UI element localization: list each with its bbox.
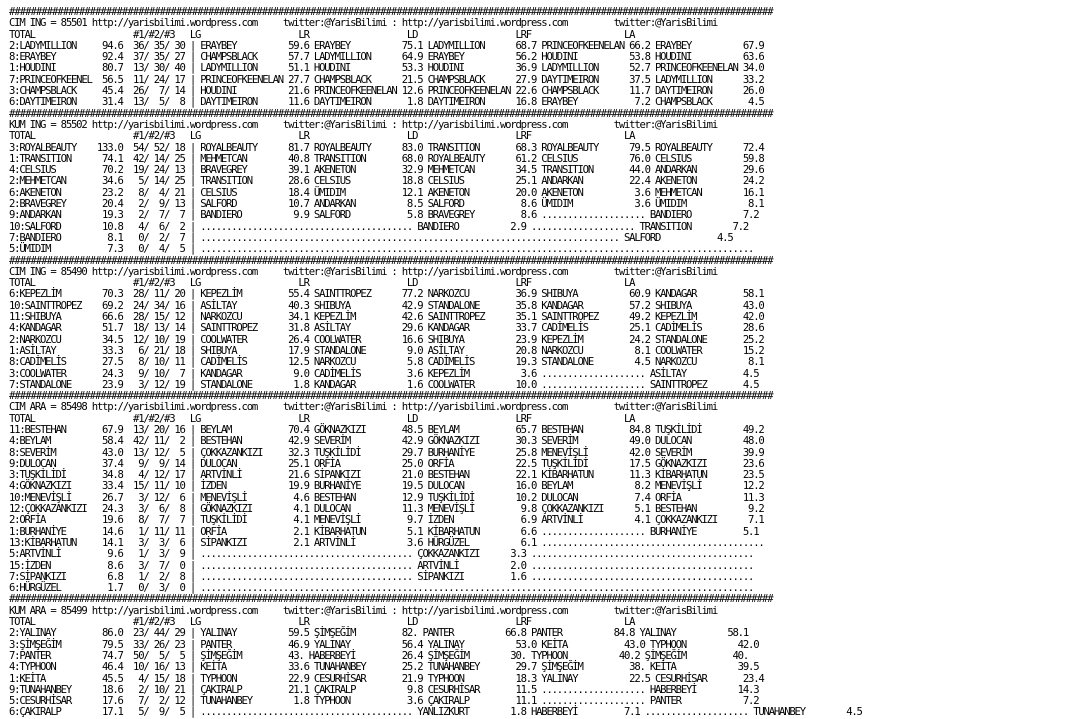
table-row: 5:ÜMIDIM 7.3 0/ 4/ 5 | ........................................................................................................... [9,243,754,256]
table-row: 6:KEPEZLİM 70.3 28/ 11/ 20 | KEPEZLİM 55.4 SAINTTROPEZ 77.2 NARKOZCU 36.9 SHIBUYA 60.9 KANDAGAR 58.1 [9,288,764,301]
table-row: 6:ÇAKIRALP 17.1 5/ 9/ 5 | ......................................... YANLIZKURT 1.8 HABERBEYİ 7.1 .................... TUNAHANBEY 4.5 [9,706,862,719]
table-row: 3:TUŞKİLİDİ 34.8 4/ 12/ 17 | ARTVİNLİ 21.6 SİPANKIZI 21.0 BESTEHAN 22.1 KİBARHATUN 11.3 KİBARHATUN 23.5 [9,469,764,482]
table-row: 11:BESTEHAN 67.9 13/ 20/ 16 | BEYLAM 70.4 GÖKNAZKIZI 48.5 BEYLAM 65.7 BESTEHAN 84.8 TUŞKİLİDİ 49.2 [9,423,764,436]
table-row: 5:CESURHİSAR 17.6 7/ 2/ 12 | TUNAHANBEY 1.8 TYPHOON 3.6 ÇAKIRALP 11.1 .................... PANTER 7.2 [9,695,759,708]
section-separator: ############################################################################################################################################## [9,390,773,403]
table-row: 4:CELSIUS 70.2 19/ 24/ 13 | BRAVEGREY 39.1 AKENETON 32.9 MEHMETCAN 34.5 TRANSITION 44.0 ANDARKAN 29.6 [9,164,764,177]
table-row: 1:KEİTA 45.5 4/ 15/ 18 | TYPHOON 22.9 CESURHİSAR 21.9 TYPHOON 18.3 YALINAY 22.5 CESURHİSAR 23.4 [9,672,764,685]
column-headers: TOTAL #1/#2/#3 LG LR LD LRF LA [9,28,635,41]
table-row: 10:SAINTTROPEZ 69.2 24/ 34/ 16 | ASİLTAY 40.3 SHIBUYA 42.9 STANDALONE 35.8 KANDAGAR 57.2 SHIBUYA 43.0 [9,299,764,312]
table-row: 3:CHAMPSBLACK 45.4 26/ 7/ 14 | HOUDINI 21.6 PRINCEOFKEENELAN 12.6 PRINCEOFKEENELAN 22.6 CHAMPSBLACK 11.7 DAYTIMEIRON 26.0 [9,85,764,98]
table-row: 13:KİBARHATUN 14.1 3/ 3/ 6 | SİPANKIZI 2.1 ARTVİNLİ 3.6 HÜRGÜZEL 6.1 ........................................... [9,536,764,549]
table-row: 1:ASİLTAY 33.3 6/ 21/ 18 | SHIBUYA 17.9 STANDALONE 9.0 ASİLTAY 20.8 NARKOZCU 8.1 COOLWATER 15.2 [9,344,764,357]
table-row: 7:SİPANKIZI 6.8 1/ 2/ 8 | ......................................... SİPANKIZI 1.6 ........................................... [9,570,754,583]
section-separator: ############################################################################################################################################## [9,6,773,18]
table-row: 3:ŞİMŞEĞİM 79.5 33/ 26/ 23 | PANTER 46.9 YALINAY 56.4 YALINAY 53.0 KEİTA 43.0 TYPHOON 42.0 [9,638,759,651]
table-row: 2:YALINAY 86.0 23/ 44/ 29 | YALINAY 59.5 ŞİMŞEĞİM 82. PANTER 66.8 PANTER 84.8 YALINAY 58.1 [9,627,749,640]
table-row: 1:TRANSITION 74.1 42/ 14/ 25 | MEHMETCAN 40.8 TRANSITION 68.0 ROYALBEAUTY 61.2 CELSIUS 76.0 CELSIUS 59.8 [9,152,764,165]
table-row: 7:PANTER 74.7 50/ 5/ 5 | ŞİMŞEĞİM 43. HABERBEYİ 26.4 ŞİMŞEĞİM 30. TYPHOON 40.2 ŞİMŞEĞİM 40. [9,649,749,662]
table-row: 2:NARKOZCU 34.5 12/ 10/ 19 | COOLWATER 26.4 COOLWATER 16.6 SHIBUYA 23.9 KEPEZLİM 24.2 STANDALONE 25.2 [9,333,764,346]
table-row: 9:DULOCAN 37.4 9/ 9/ 14 | DULOCAN 25.1 ORFİA 25.0 ORFİA 22.5 TUŞKİLİDİ 17.5 GÖKNAZKIZI 23.6 [9,457,764,470]
table-row: 3:COOLWATER 24.3 9/ 10/ 7 | KANDAGAR 9.0 CADİMELİS 3.6 KEPEZLİM 3.6 .................... ASİLTAY 4.5 [9,367,759,380]
table-row: 2:BRAVEGREY 20.4 2/ 9/ 13 | SALFORD 10.7 ANDARKAN 8.5 SALFORD 8.6 ÜMIDIM 3.6 ÜMIDIM 8.1 [9,198,764,211]
column-headers: TOTAL #1/#2/#3 LG LR LD LRF LA [9,277,635,290]
table-row: 6:HÜRGÜZEL 1.7 0/ 3/ 0 | ........................................................................................................... [9,582,754,595]
table-row: 1:BURHANİYE 14.6 1/ 11/ 11 | ORFİA 2.1 KİBARHATUN 5.1 KİBARHATUN 6.6 .................... BURHANİYE 5.1 [9,525,759,538]
table-row: 4:GÖKNAZKIZI 33.4 15/ 11/ 10 | İZDEN 19.9 BURHANİYE 19.5 DULOCAN 16.0 BEYLAM 8.2 MENEVİŞLİ 12.2 [9,480,764,493]
table-row: 8:SEVERİM 43.0 13/ 12/ 5 | ÇOKKAZANKIZI 32.3 TUŞKİLİDİ 29.7 BURHANİYE 25.8 MENEVİŞLİ 42.0 SEVERİM 39.9 [9,446,764,459]
table-row: 2:ORFİA 19.6 8/ 7/ 7 | TUŞKİLİDİ 4.1 MENEVİŞLİ 9.7 İZDEN 6.9 ARTVİNLİ 4.1 ÇOKKAZANKIZI 7.1 [9,514,764,527]
column-headers: TOTAL #1/#2/#3 LG LR LD LRF LA [9,130,635,143]
table-row: 10:MENEVİŞLİ 26.7 3/ 12/ 6 | MENEVİŞLİ 4.6 BESTEHAN 12.9 TUŞKİLİDİ 10.2 DULOCAN 7.4 ORFİA 11.3 [9,491,764,504]
table-row: 4:TYPHOON 46.4 10/ 16/ 13 | KEİTA 33.6 TUNAHANBEY 25.2 TUNAHANBEY 29.7 ŞİMŞEĞİM 38. KEİTA 39.5 [9,661,759,674]
table-row: 7:STANDALONE 23.9 3/ 12/ 19 | STANDALONE 1.8 KANDAGAR 1.6 COOLWATER 10.0 .................... SAINTTROPEZ 4.5 [9,378,759,391]
section-header: KUM ING = 85502 http://yarisbilimi.wordpress.com twitter:@YarisBilimi : http://yarisbilimi.wordpress.com twitter:@YarisBilimi [9,118,718,131]
table-row: 2:LADYMILLION 94.6 36/ 35/ 30 | ERAYBEY 59.6 ERAYBEY 75.1 LADYMILLION 68.7 PRINCEOFKEENELAN 66.2 ERAYBEY 67.9 [9,39,764,52]
table-row: 3:ROYALBEAUTY 133.0 54/ 52/ 18 | ROYALBEAUTY 81.7 ROYALBEAUTY 83.0 TRANSITION 68.3 ROYALBEAUTY 79.5 ROYALBEAUTY 72.4 [9,141,764,154]
table-row: 9:TUNAHANBEY 18.6 2/ 10/ 21 | ÇAKIRALP 21.1 ÇAKIRALP 9.8 CESURHİSAR 11.5 .................... HABERBEYİ 14.3 [9,683,759,696]
table-row: 1:HOUDINI 80.7 13/ 30/ 40 | LADYMILLION 51.1 HOUDINI 53.3 HOUDINI 36.9 LADYMILLION 52.7 PRINCEOFKEENELAN 34.0 [9,62,764,75]
table-row: 15:İZDEN 8.6 3/ 7/ 0 | ......................................... ARTVİNLİ 2.0 ........................................... [9,559,754,572]
table-row: 4:KANDAGAR 51.7 18/ 13/ 14 | SAINTTROPEZ 31.8 ASİLTAY 29.6 KANDAGAR 33.7 CADİMELİS 25.1 CADİMELİS 28.6 [9,322,764,335]
section-header: CIM ING = 85501 http://yarisbilimi.wordpress.com twitter:@YarisBilimi : http://yarisbilimi.wordpress.com twitter:@YarisBilimi [9,17,718,30]
table-row: 10:SALFORD 10.8 4/ 6/ 2 | ......................................... BANDIERO 2.9 .................... TRANSITION 7.2 [9,220,749,233]
section-separator: ############################################################################################################################################## [9,107,773,120]
section-separator: ############################################################################################################################################## [9,593,773,606]
table-row: 2:MEHMETCAN 34.6 5/ 14/ 25 | TRANSITION 28.6 CELSIUS 18.8 CELSIUS 25.1 ANDARKAN 22.4 AKENETON 24.2 [9,175,764,188]
table-row: 6:AKENETON 23.2 8/ 4/ 21 | CELSIUS 18.4 ÜMIDIM 12.1 AKENETON 20.0 AKENETON 3.6 MEHMETCAN 16.1 [9,186,764,199]
table-row: 7:BANDIERO 8.1 0/ 2/ 7 | ................................................................................. SALFORD 4.5 [9,231,733,244]
section-header: CIM ING = 85490 http://yarisbilimi.wordpress.com twitter:@YarisBilimi : http://yarisbilimi.wordpress.com twitter:@YarisBilimi [9,265,718,278]
table-row: 9:ANDARKAN 19.3 2/ 7/ 7 | BANDIERO 9.9 SALFORD 5.8 BRAVEGREY 8.6 .................... BANDIERO 7.2 [9,209,759,222]
race-stats-document [9,7,1075,719]
table-row: 4:BEYLAM 58.4 42/ 11/ 2 | BESTEHAN 42.9 SEVERİM 42.9 GÖKNAZKIZI 30.3 SEVERİM 49.0 DULOCAN 48.0 [9,435,764,448]
table-row: 12:ÇOKKAZANKIZI 24.3 3/ 6/ 8 | GÖKNAZKIZI 4.1 DULOCAN 11.3 MENEVİŞLİ 9.8 ÇOKKAZANKIZI 5.1 BESTEHAN 9.2 [9,503,764,516]
section-header: CIM ARA = 85498 http://yarisbilimi.wordpress.com twitter:@YarisBilimi : http://yarisbilimi.wordpress.com twitter:@YarisBilimi [9,401,718,414]
table-row: 11:SHIBUYA 66.6 28/ 15/ 12 | NARKOZCU 34.1 KEPEZLİM 42.6 SAINTTROPEZ 35.1 SAINTTROPEZ 49.2 KEPEZLİM 42.0 [9,311,764,324]
table-row: 8:CADİMELİS 27.5 8/ 10/ 11 | CADİMELİS 12.5 NARKOZCU 5.8 CADİMELİS 19.3 STANDALONE 4.5 NARKOZCU 8.1 [9,356,764,369]
section-separator: ############################################################################################################################################## [9,254,773,267]
table-row: 8:ERAYBEY 92.4 37/ 35/ 27 | CHAMPSBLACK 57.7 LADYMILLION 64.9 ERAYBEY 56.2 HOUDINI 53.8 HOUDINI 63.6 [9,51,764,64]
column-headers: TOTAL #1/#2/#3 LG LR LD LRF LA [9,616,635,629]
column-headers: TOTAL #1/#2/#3 LG LR LD LRF LA [9,412,635,425]
table-row: 5:ARTVİNLİ 9.6 1/ 3/ 9 | ......................................... ÇOKKAZANKIZI 3.3 ........................................... [9,548,754,561]
table-row: 6:DAYTIMEIRON 31.4 13/ 5/ 8 | DAYTIMEIRON 11.6 DAYTIMEIRON 1.8 DAYTIMEIRON 16.8 ERAYBEY 7.2 CHAMPSBLACK 4.5 [9,96,764,109]
table-row: 7:PRINCEOFKEENEL 56.5 11/ 24/ 17 | PRINCEOFKEENELAN 27.7 CHAMPSBLACK 21.5 CHAMPSBLACK 27.9 DAYTIMEIRON 37.5 LADYMILLION 33.2 [9,73,764,86]
section-header: KUM ARA = 85499 http://yarisbilimi.wordpress.com twitter:@YarisBilimi : http://yarisbilimi.wordpress.com twitter:@YarisBilimi [9,604,718,617]
